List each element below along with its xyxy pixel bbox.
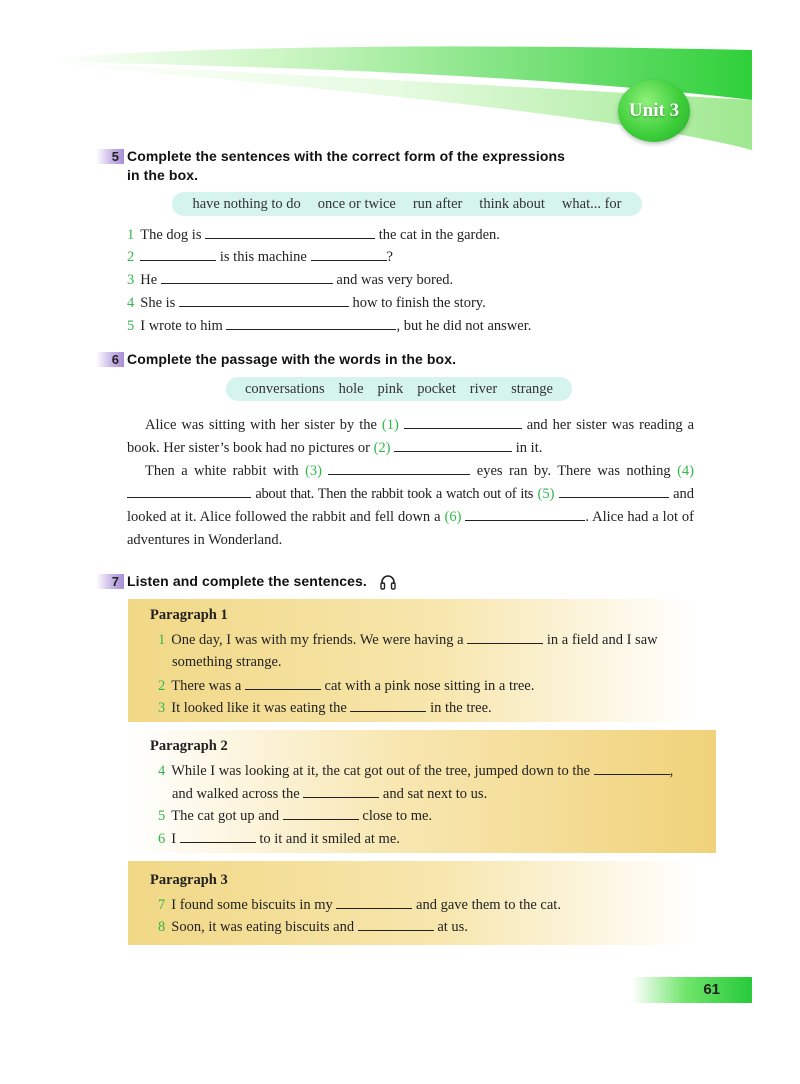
item-number: 2 [158,678,166,694]
exercise-6-heading [96,350,456,369]
answer-blank[interactable] [283,805,359,820]
item-number: 5 [158,808,166,824]
expression-box [172,192,642,216]
list-item [158,828,400,849]
answer-blank[interactable] [140,246,216,261]
exercise-number: 7 [96,574,124,589]
item-text: at us. [437,919,468,935]
item-text: It looked like it was eating the [171,700,347,716]
list-item [158,760,673,781]
item-text: how to finish the story. [352,295,486,311]
item-text: , but he did not answer. [396,318,532,334]
item-text: She is [140,295,176,311]
page-number: 61 [703,981,720,998]
answer-blank[interactable] [394,437,512,452]
item-text: the cat in the garden. [378,227,500,243]
answer-blank[interactable] [226,315,396,330]
item-text: There was a [171,678,242,694]
item-text: and gave them to the cat. [416,897,561,913]
list-item [158,675,534,696]
answer-blank[interactable] [559,483,669,498]
list-item [127,315,531,336]
answer-blank[interactable] [311,246,387,261]
unit-label: Unit 3 [628,100,680,121]
item-number: 7 [158,897,166,913]
list-item [158,629,658,650]
box-word: think about [479,195,545,212]
paragraph-title: Paragraph 2 [150,738,228,754]
box-word: pink [377,380,404,397]
word-box [226,377,572,401]
item-text: , [669,763,674,779]
answer-blank[interactable] [161,269,333,284]
item-continuation [172,783,487,804]
item-text: in the tree. [430,700,492,716]
answer-blank[interactable] [179,292,349,307]
answer-blank[interactable] [245,675,321,690]
paragraph-title: Paragraph 1 [150,607,228,623]
answer-blank[interactable] [594,760,670,775]
box-word: what... for [561,195,622,212]
box-word: hole [338,380,364,397]
item-text: I [171,831,177,847]
gap-marker: (4) [677,463,695,479]
item-number: 3 [158,700,166,716]
exercise-7-title: Listen and complete the sentences. [127,573,367,589]
item-text: and was very bored. [336,272,454,288]
answer-blank[interactable] [328,460,470,475]
exercise-7-heading [96,572,397,591]
answer-blank[interactable] [127,483,251,498]
exercise-6-title: Complete the passage with the words in the box. [127,351,457,367]
list-item [158,697,492,718]
answer-blank[interactable] [358,916,434,931]
paragraph-1-panel [128,599,696,722]
box-word: strange [511,380,553,397]
passage-paragraph-1 [127,414,694,460]
item-number: 4 [127,295,135,311]
answer-blank[interactable] [336,894,412,909]
item-number: 8 [158,919,166,935]
gap-marker: (6) [444,509,462,525]
list-item [127,246,393,267]
item-text: close to me. [362,808,433,824]
item-text: ? [386,249,393,265]
passage-text: . Alice had a lot of adventures in Wonderland. [127,509,694,548]
passage-text: Alice was sitting with her sister by the [145,417,377,433]
headphones-icon[interactable] [379,573,397,591]
answer-blank[interactable] [350,697,426,712]
exercise-5-title-line2: in the box. [127,167,199,183]
gap-marker: (2) [373,440,391,456]
item-number: 1 [158,632,166,648]
item-number: 5 [127,318,135,334]
gap-marker: (5) [537,486,555,502]
box-word: once or twice [317,195,396,212]
answer-blank[interactable] [303,783,379,798]
answer-blank[interactable] [180,828,256,843]
item-number: 3 [127,272,135,288]
answer-blank[interactable] [205,224,375,239]
item-text: He [140,272,158,288]
list-item [127,269,453,290]
item-text: Soon, it was eating biscuits and [171,919,355,935]
paragraph-title: Paragraph 3 [150,872,228,888]
passage-paragraph-2 [127,460,694,552]
list-item [158,894,561,915]
list-item [158,916,468,937]
list-item [127,224,500,245]
item-number: 6 [158,831,166,847]
item-text: I wrote to him [140,318,223,334]
list-item [127,292,486,313]
box-word: have nothing to do [192,195,301,212]
exercise-5-heading [96,147,565,185]
item-number: 1 [127,227,135,243]
answer-blank[interactable] [467,629,543,644]
passage-text: and looked at it. Alice followed the rabbit and fell down a [127,486,695,525]
item-text: and sat next to us. [382,786,488,802]
paragraph-2-panel [128,730,716,853]
item-text: in a field and I saw [546,632,658,648]
exercise-5-title-line1: Complete the sentences with the correct form of the expressions [127,148,566,164]
page-number-band [632,977,752,1003]
box-word: run after [412,195,463,212]
item-text: One day, I was with my friends. We were having a [171,632,464,648]
item-text: cat with a pink nose sitting in a tree. [324,678,535,694]
header-band [0,0,800,170]
passage-text: about that. Then the rabbit took a watch out of its [255,486,534,502]
item-text: is this machine [219,249,307,265]
passage-text: eyes ran by. There was nothing [476,463,671,479]
gap-marker: (1) [381,417,399,433]
item-number: 4 [158,763,166,779]
passage-text: in it. [515,440,543,456]
item-text: The dog is [140,227,202,243]
item-continuation: something strange. [172,654,282,670]
passage-text: and her sister was reading a book. Her sister’s book had no pictures or [127,417,695,456]
answer-blank[interactable] [465,506,585,521]
paragraph-3-panel [128,861,696,945]
item-text: The cat got up and [171,808,280,824]
item-text: and walked across the [172,786,300,802]
box-word: pocket [417,380,456,397]
item-text: to it and it smiled at me. [259,831,400,847]
passage-text: Then a white rabbit with [145,463,299,479]
box-word: river [469,380,498,397]
unit-badge [618,80,690,142]
item-number: 2 [127,249,135,265]
box-word: conversations [244,380,325,397]
gap-marker: (3) [305,463,322,479]
item-text: While I was looking at it, the cat got out of the tree, jumped down to the [171,763,591,779]
exercise-number: 6 [96,352,124,367]
exercise-number: 5 [96,149,124,164]
answer-blank[interactable] [404,414,522,429]
item-text: I found some biscuits in my [171,897,333,913]
list-item [158,805,432,826]
